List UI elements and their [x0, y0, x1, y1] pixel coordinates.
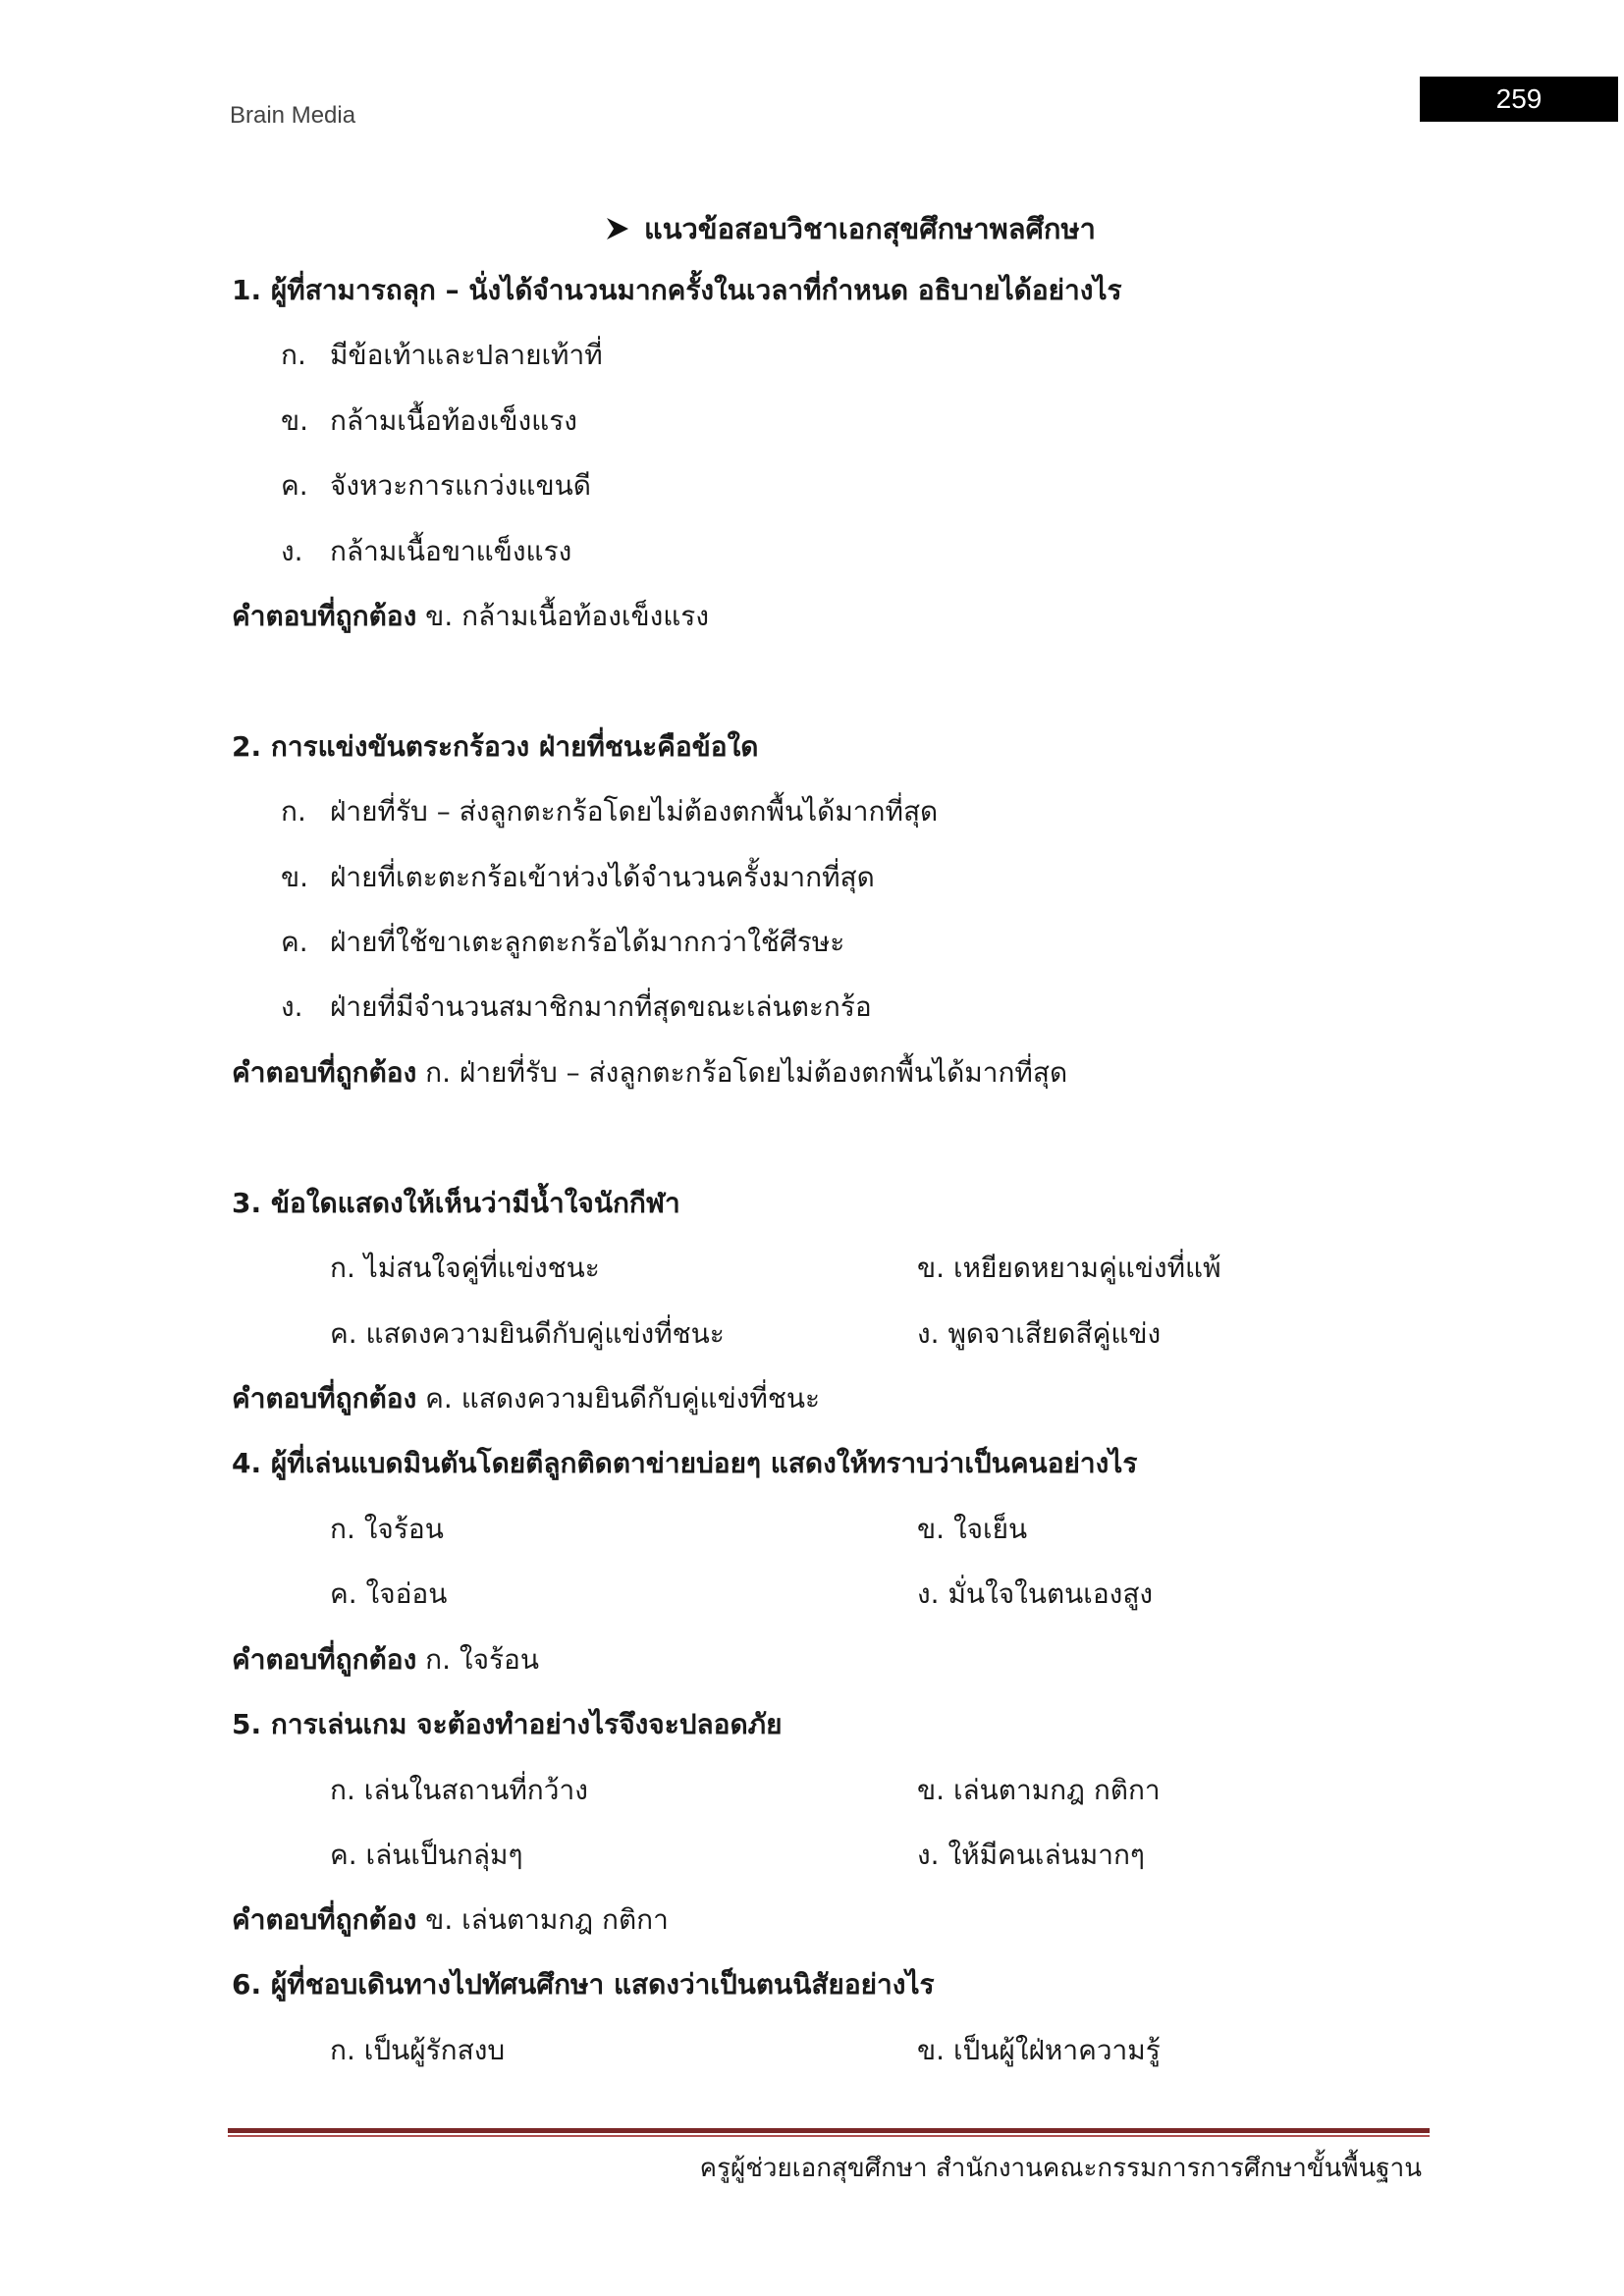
question-5: 5. การเล่นเกม จะต้องทำอย่างไรจึงจะปลอดภัย [232, 1708, 783, 1740]
answer-text: ข. กล้ามเนื้อท้องเข็งแรง [425, 600, 710, 632]
q2-option-c [281, 923, 844, 962]
answer-text: ก. ใจร้อน [425, 1643, 539, 1676]
q5-option-c: ค. เล่นเป็นกลุ่มๆ [330, 1839, 523, 1871]
arrowhead-bullet-icon [605, 216, 630, 241]
answer-prefix: คำตอบที่ถูกต้อง [232, 1382, 417, 1415]
answer-prefix: คำตอบที่ถูกต้อง [232, 600, 417, 632]
q2-option-b [281, 858, 875, 897]
q4-answer [232, 1640, 539, 1680]
q2-option-a [281, 792, 938, 831]
option-label: ก. [281, 795, 306, 828]
page-number: 259 [1420, 77, 1618, 122]
q3-answer [232, 1379, 820, 1418]
q1-option-a [281, 336, 603, 375]
option-text: กล้ามเนื้อขาแข็งแรง [330, 535, 572, 567]
q1-option-b [281, 401, 577, 441]
q5-answer [232, 1900, 669, 1940]
option-text: ฝ่ายที่รับ – ส่งลูกตะกร้อโดยไม่ต้องตกพื้นได้มากที่สุด [330, 795, 939, 828]
option-label: ค. [281, 926, 308, 958]
q4-option-a: ก. ใจร้อน [330, 1513, 444, 1545]
option-text: ฝ่ายที่ใช้ขาเตะลูกตะกร้อได้มากกว่าใช้ศีรษะ [330, 926, 845, 958]
q4-option-d: ง. มั่นใจในตนเองสูง [917, 1577, 1154, 1610]
publisher-name: Brain Media [230, 102, 356, 129]
section-heading [605, 206, 1096, 251]
option-label: ง. [281, 535, 303, 567]
q5-option-a: ก. เล่นในสถานที่กว้าง [330, 1774, 588, 1806]
q6-option-b: ข. เป็นผู้ใฝ่หาความรู้ [917, 2034, 1161, 2066]
option-label: ค. [281, 469, 308, 502]
q3-option-b: ข. เหยียดหยามคู่แข่งที่แพ้ [917, 1252, 1221, 1284]
q1-answer [232, 597, 709, 636]
option-text: มีข้อเท้าและปลายเท้าที่ [330, 339, 603, 371]
q5-option-b: ข. เล่นตามกฎ กติกา [917, 1774, 1161, 1806]
footer-rule-thin [228, 2135, 1430, 2137]
answer-prefix: คำตอบที่ถูกต้อง [232, 1643, 417, 1676]
q5-option-d: ง. ให้มีคนเล่นมากๆ [917, 1839, 1145, 1871]
section-heading-text: แนวข้อสอบวิชาเอกสุขศึกษาพลศึกษา [644, 212, 1096, 245]
option-text: ฝ่ายที่มีจำนวนสมาชิกมากที่สุดขณะเล่นตะกร้อ [330, 990, 872, 1023]
option-text: กล้ามเนื้อท้องเข็งแรง [330, 404, 577, 437]
q3-option-c: ค. แสดงความยินดีกับคู่แข่งที่ชนะ [330, 1317, 725, 1350]
option-text: จังหวะการแกว่งแขนดี [330, 469, 591, 502]
answer-prefix: คำตอบที่ถูกต้อง [232, 1903, 417, 1936]
q4-option-b: ข. ใจเย็น [917, 1513, 1028, 1545]
q2-option-d [281, 988, 872, 1027]
answer-text: ค. แสดงความยินดีกับคู่แข่งที่ชนะ [425, 1382, 821, 1415]
q1-option-d [281, 532, 571, 571]
answer-text: ข. เล่นตามกฎ กติกา [425, 1903, 669, 1936]
question-2: 2. การแข่งขันตระกร้อวง ฝ่ายที่ชนะคือข้อใด [232, 730, 759, 763]
q1-option-c [281, 466, 591, 506]
question-1: 1. ผู้ที่สามารถลุก – นั่งได้จำนวนมากครั้งในเวลาที่กำหนด อธิบายได้อย่างไร [232, 274, 1122, 306]
question-3: 3. ข้อใดแสดงให้เห็นว่ามีน้ำใจนักกีฬา [232, 1187, 680, 1219]
q2-answer [232, 1053, 1067, 1093]
question-4: 4. ผู้ที่เล่นแบดมินตันโดยตีลูกติดตาข่ายบ่อยๆ แสดงให้ทราบว่าเป็นคนอย่างไร [232, 1447, 1138, 1479]
question-6: 6. ผู้ที่ชอบเดินทางไปทัศนศึกษา แสดงว่าเป็นตนนิสัยอย่างไร [232, 1968, 935, 2001]
q3-option-a: ก. ไม่สนใจคู่ที่แข่งชนะ [330, 1252, 600, 1284]
option-text: ฝ่ายที่เตะตะกร้อเข้าห่วงได้จำนวนครั้งมากที่สุด [330, 861, 875, 893]
option-label: ง. [281, 990, 303, 1023]
answer-prefix: คำตอบที่ถูกต้อง [232, 1056, 417, 1089]
q4-option-c: ค. ใจอ่อน [330, 1577, 448, 1610]
option-label: ข. [281, 861, 309, 893]
q6-option-a: ก. เป็นผู้รักสงบ [330, 2034, 506, 2066]
footer-text: ครูผู้ช่วยเอกสุขศึกษา สำนักงานคณะกรรมการการศึกษาขั้นพื้นฐาน [699, 2154, 1422, 2183]
q3-option-d: ง. พูดจาเสียดสีคู่แข่ง [917, 1317, 1162, 1350]
answer-text: ก. ฝ่ายที่รับ – ส่งลูกตะกร้อโดยไม่ต้องตกพื้นได้มากที่สุด [425, 1056, 1068, 1089]
option-label: ก. [281, 339, 306, 371]
option-label: ข. [281, 404, 309, 437]
footer-rule [228, 2128, 1430, 2133]
